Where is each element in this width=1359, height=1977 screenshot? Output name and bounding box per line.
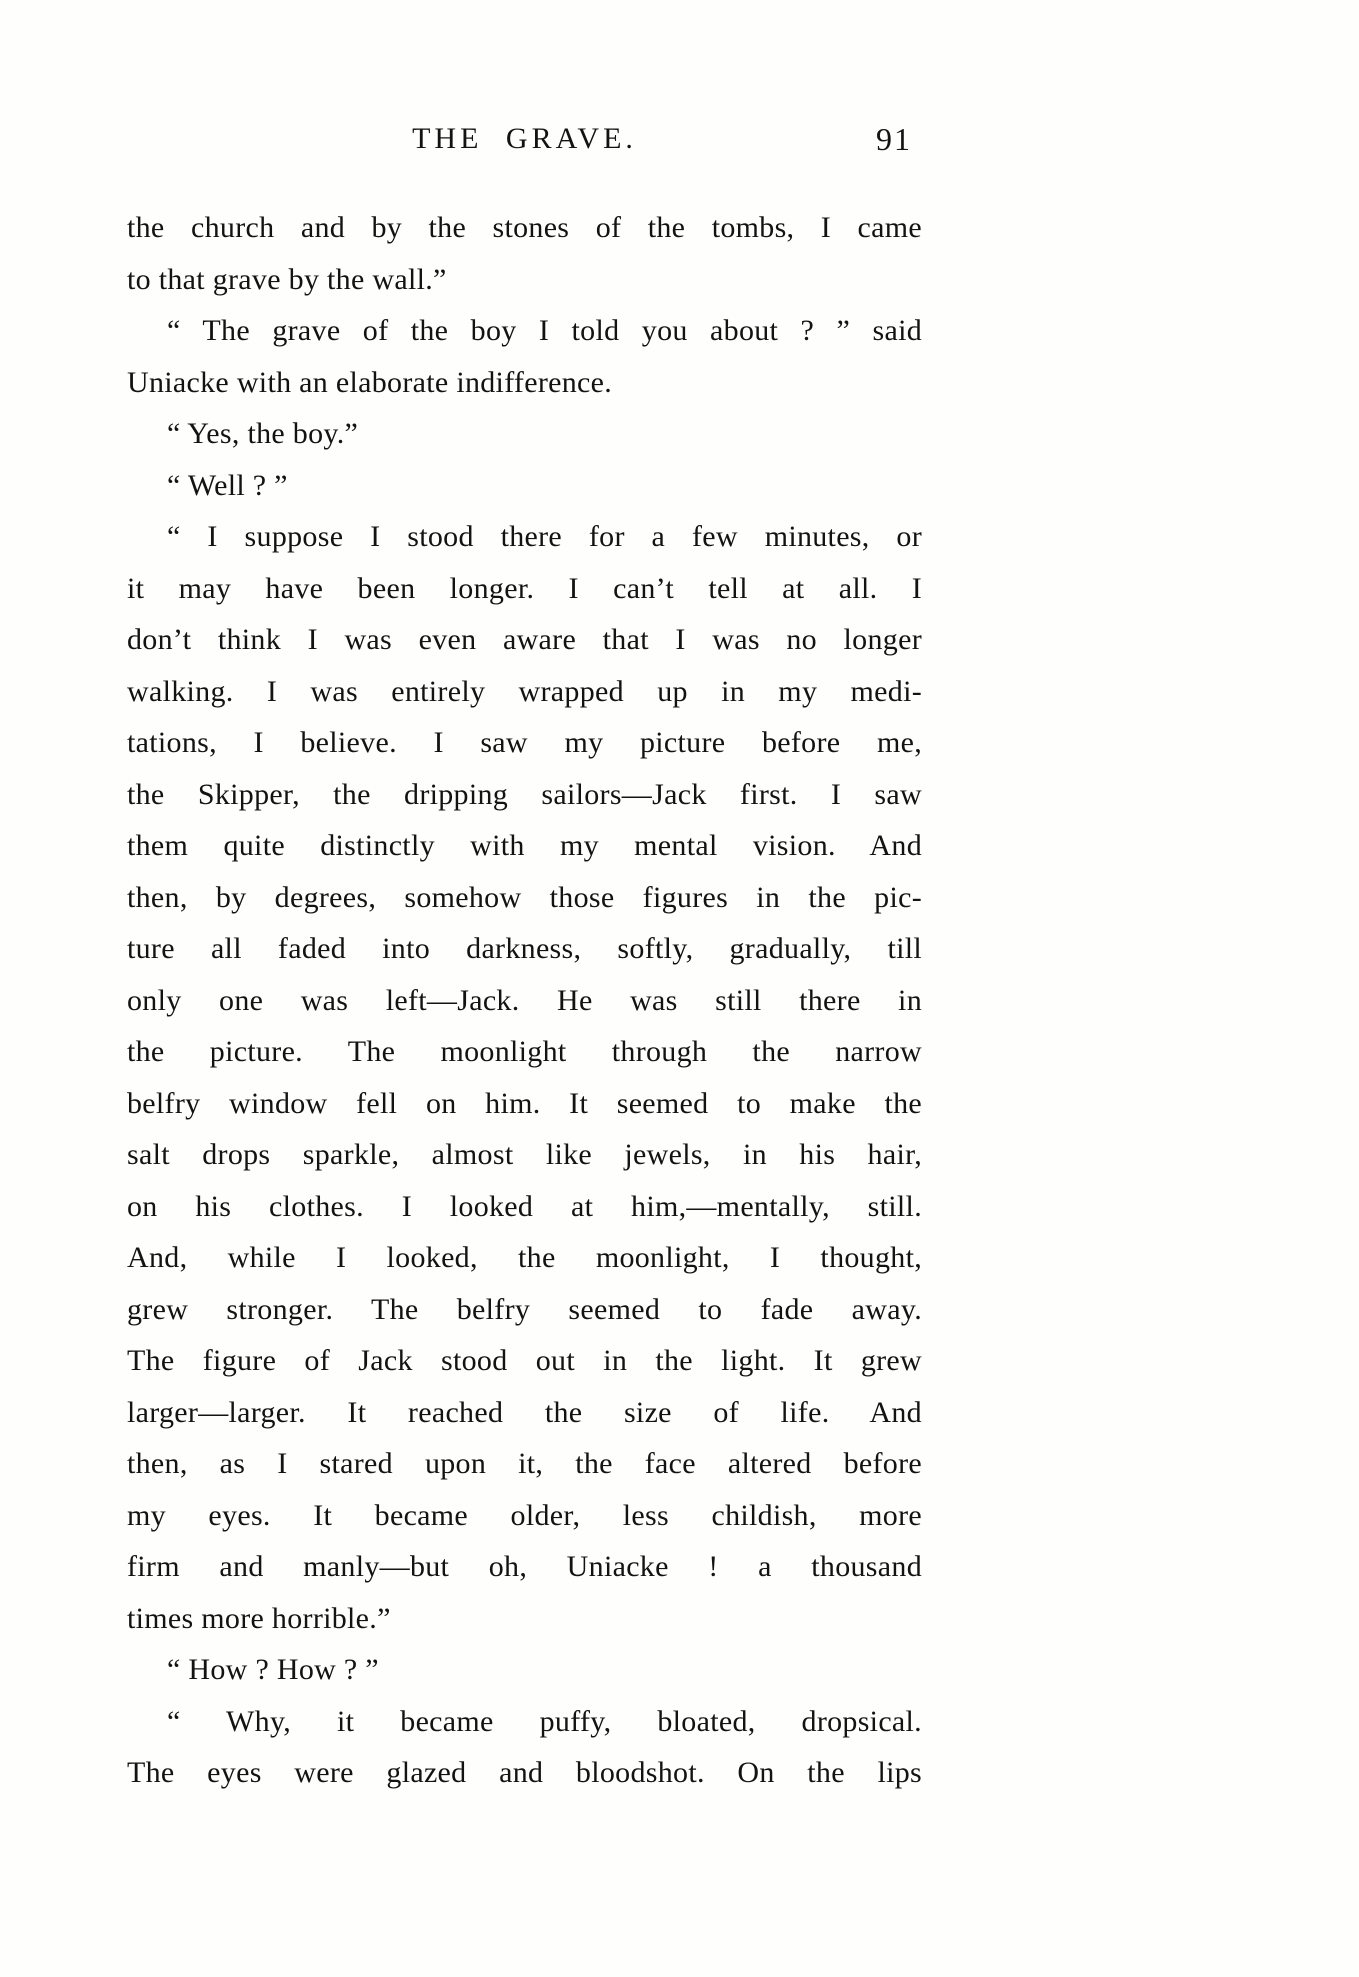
text-line: “ Well ? ” <box>167 468 288 502</box>
text-line: tations, I believe. I saw my picture before me, <box>127 726 922 759</box>
text-block <box>127 118 922 1799</box>
text-line: the picture. The moonlight through the narrow <box>127 1035 922 1068</box>
text-line: only one was left—Jack. He was still there in <box>127 983 922 1017</box>
text-line: it may have been longer. I can’t tell at all. I <box>127 571 922 605</box>
text-line: walking. I was entirely wrapped up in my medi- <box>127 674 922 708</box>
text-line: Uniacke with an elaborate indifference. <box>127 365 613 399</box>
text-line: larger—larger. It reached the size of life. And <box>127 1395 922 1429</box>
text-line: to that grave by the wall.” <box>127 262 447 296</box>
text-line: “ I suppose I stood there for a few minutes, or <box>167 520 922 553</box>
text-line: the Skipper, the dripping sailors—Jack first. I saw <box>127 777 922 811</box>
text-line: “ Why, it became puffy, bloated, dropsical. <box>167 1704 922 1738</box>
text-line: salt drops sparkle, almost like jewels, in his hair, <box>127 1138 922 1171</box>
text-line: on his clothes. I looked at him,—mentally, still. <box>127 1189 922 1223</box>
text-line: don’t think I was even aware that I was no longer <box>127 623 922 656</box>
text-line: And, while I looked, the moonlight, I thought, <box>127 1241 922 1274</box>
text-line: my eyes. It became older, less childish, more <box>127 1498 922 1532</box>
text-line: ture all faded into darkness, softly, gradually, till <box>127 932 922 965</box>
text-line: The figure of Jack stood out in the light. It grew <box>127 1344 922 1377</box>
text-line: The eyes were glazed and bloodshot. On the lips <box>127 1756 922 1789</box>
running-title: THE GRAVE. <box>412 122 637 155</box>
page-number: 91 <box>876 121 912 157</box>
text-line: times more horrible.” <box>127 1601 391 1635</box>
text-line: “ Yes, the boy.” <box>167 417 359 450</box>
text-line: them quite distinctly with my mental vision. And <box>127 829 922 862</box>
text-line: “ How ? How ? ” <box>167 1653 379 1686</box>
page-header <box>127 118 922 160</box>
text-line: then, by degrees, somehow those figures in the pic- <box>127 880 922 914</box>
text-line: grew stronger. The belfry seemed to fade away. <box>127 1292 922 1326</box>
text-line: “ The grave of the boy I told you about ? ” said <box>167 314 922 347</box>
text-line: firm and manly—but oh, Uniacke ! a thousand <box>127 1550 922 1583</box>
text-line: belfry window fell on him. It seemed to make the <box>127 1086 922 1120</box>
text-line: then, as I stared upon it, the face altered before <box>127 1447 922 1480</box>
page-text <box>127 202 922 1799</box>
text-line: the church and by the stones of the tombs, I came <box>127 211 922 244</box>
